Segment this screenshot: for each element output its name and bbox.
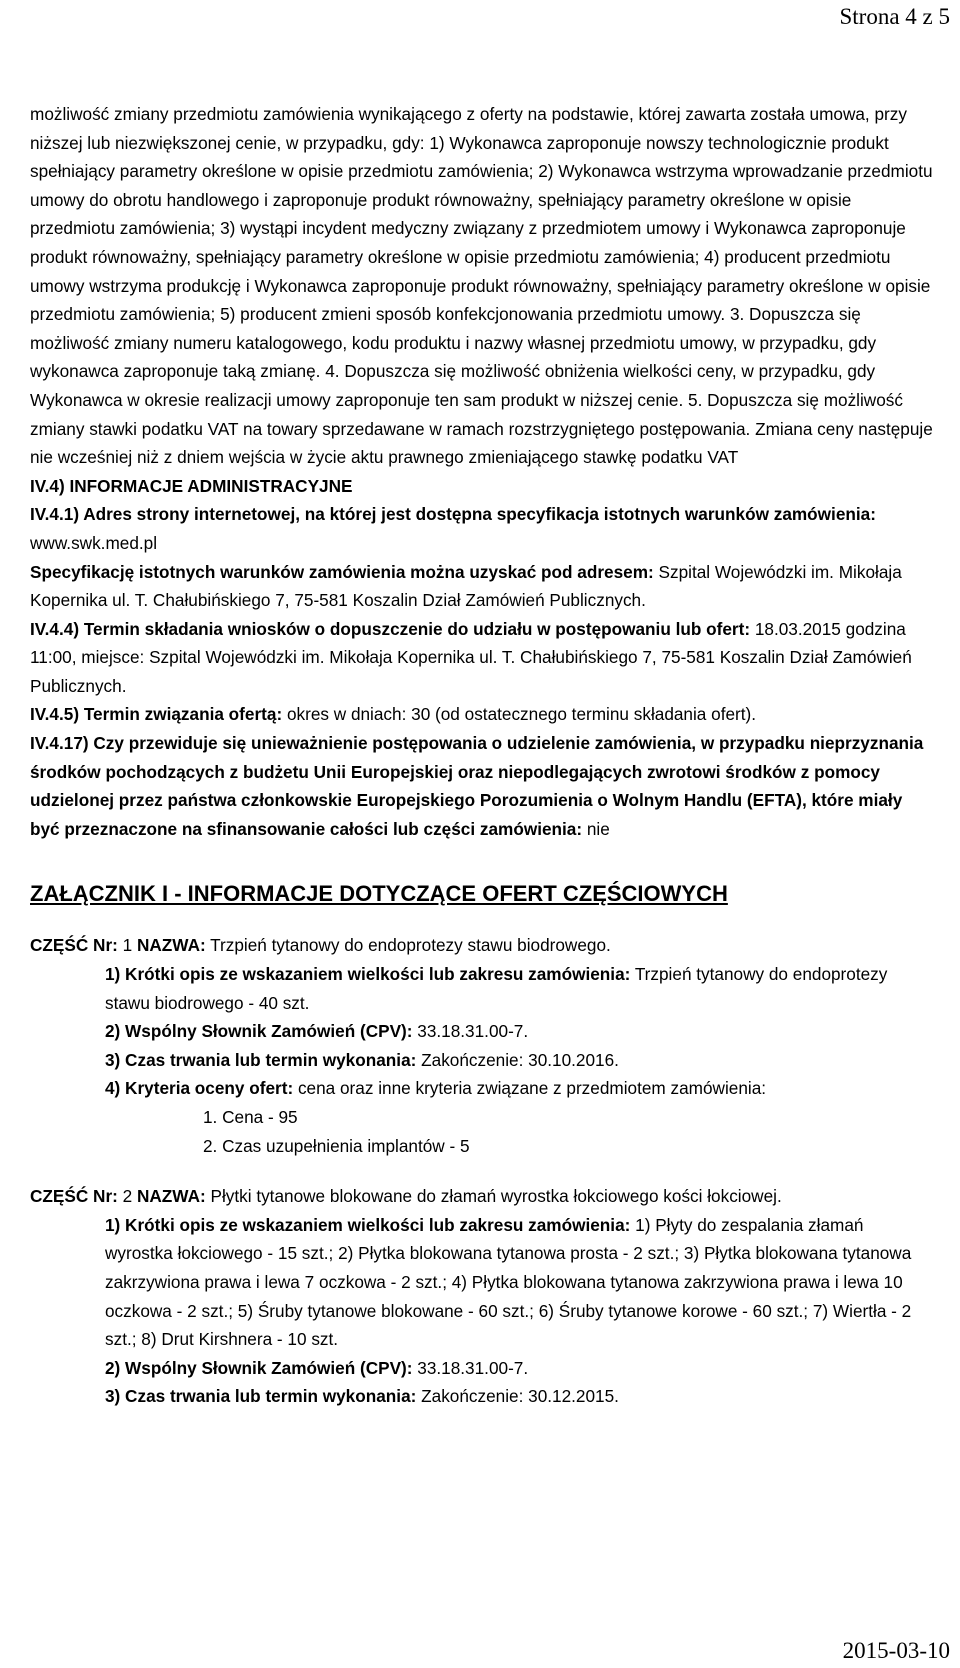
cancellation-info: IV.4.17) Czy przewiduje się unieważnienie postępowania o udzielenie zamówienia, w przypadku nieprzyznania środków pochodzących z budżetu Unii Europejskiej oraz niepodlegających zwrotowi środków z pomocy udzielonej przez państwa członkowskie Europejskiego Porozumienia o Wolnym Handlu (EFTA), które miały być przeznaczone na sfinansowanie całości lub części zamówienia: nie	[30, 733, 924, 839]
part-2-header: CZĘŚĆ Nr: 2 NAZWA: Płytki tytanowe blokowane do złamań wyrostka łokciowego kości łokciowej.	[30, 1186, 782, 1207]
part-1-term: 3) Czas trwania lub termin wykonania: Zakończenie: 30.10.2016.	[105, 1049, 619, 1070]
part-2-description: 1) Krótki opis ze wskazaniem wielkości lub zakresu zamówienia: 1) Płyty do zespalania złamań wyrostka łokciowego - 15 szt.; 2) Płytka blokowana tytanowa prosta - 2 szt.; 3) Płytka blokowana tytanowa zakrzywiona prawa i lewa 7 oczkowa - 2 szt.; 4) Płytka blokowana tytanowa zakrzywiona prawa i lewa 10 oczkowa - 2 szt.; 5) Śruby tytanowe blokowane - 60 szt.; 6) Śruby tytanowe korowe - 60 szt.; 7) Wiertła - 2 szt.; 8) Drut Kirshnera - 10 szt.	[105, 1214, 912, 1350]
page-number: Strona 4 z 5	[839, 4, 950, 29]
spec-address: Specyfikację istotnych warunków zamówienia można uzyskać pod adresem: Szpital Wojewódzki im. Mikołaja Kopernika ul. T. Chałubińskiego 7, 75-581 Koszalin Dział Zamówień Publicznych.	[30, 561, 902, 611]
part-2-cpv: 2) Wspólny Słownik Zamówień (CPV): 33.18.31.00-7.	[105, 1357, 529, 1378]
document-date: 2015-03-10	[842, 1638, 950, 1663]
website-info: IV.4.1) Adres strony internetowej, na której jest dostępna specyfikacja istotnych warunków zamówienia: www.swk.med.pl	[30, 504, 876, 553]
part-2-term: 3) Czas trwania lub termin wykonania: Zakończenie: 30.12.2015.	[105, 1386, 619, 1407]
part-1-cpv: 2) Wspólny Słownik Zamówień (CPV): 33.18.31.00-7.	[105, 1021, 529, 1042]
criterion-item: 2. Czas uzupełnienia implantów - 5	[203, 1135, 470, 1156]
binding-period: IV.4.5) Termin związania ofertą: okres w dniach: 30 (od ostatecznego terminu składania ofert).	[30, 704, 757, 725]
part-1-header: CZĘŚĆ Nr: 1 NAZWA: Trzpień tytanowy do endoprotezy stawu biodrowego.	[30, 935, 611, 956]
document-body	[30, 100, 935, 1411]
part-1-description: 1) Krótki opis ze wskazaniem wielkości lub zakresu zamówienia: Trzpień tytanowy do endoprotezy stawu biodrowego - 40 szt.	[105, 964, 888, 1013]
intro-paragraph: możliwość zmiany przedmiotu zamówienia wynikającego z oferty na podstawie, której zawarta została umowa, przy niższej lub niezwiększonej cenie, w przypadku, gdy: 1) Wykonawca zaproponuje nowszy technologicznie produkt spełniający parametry określone w opisie przedmiotu zamówienia; 2) Wykonawca wstrzyma wprowadzanie przedmiotu umowy do obrotu handlowego i zaproponuje produkt równoważny, spełniający parametry określone w opisie przedmiotu zamówienia; 3) wystąpi incydent medyczny związany z przedmiotem umowy i Wykonawca zaproponuje produkt równoważny, spełniający parametry określone w opisie przedmiotu zamówienia; 4) producent przedmiotu umowy wstrzyma produkcję i Wykonawca zaproponuje produkt równoważny, spełniający parametry określone w opisie przedmiotu zamówienia; 5) producent zmieni sposób konfekcjonowania przedmiotu umowy. 3. Dopuszcza się możliwość zmiany numeru katalogowego, kodu produktu i nazwy własnej przedmiotu umowy, w przypadku, gdy wykonawca zaproponuje taką zmianę. 4. Dopuszcza się możliwość obniżenia wielkości ceny, w przypadku, gdy Wykonawca w okresie realizacji umowy zaproponuje ten sam produkt w niższej cenie. 5. Dopuszcza się możliwość zmiany stawki podatku VAT na towary sprzedawane w ramach rozstrzygniętego postępowania. Zmiana ceny następuje nie wcześniej niż z dniem wejścia w życie aktu prawnego zmieniającego stawkę podatku VAT	[30, 104, 933, 468]
part-1-criteria: 4) Kryteria oceny ofert: cena oraz inne kryteria związane z przedmiotem zamówienia:	[105, 1078, 767, 1099]
submission-deadline: IV.4.4) Termin składania wniosków o dopuszczenie do udziału w postępowaniu lub ofert: 18.03.2015 godzina 11:00, miejsce: Szpital Wojewódzki im. Mikołaja Kopernika ul. T. Chałubińskiego 7, 75-581 Koszalin Dział Zamówień Publicznych.	[30, 618, 912, 696]
section-heading: IV.4) INFORMACJE ADMINISTRACYJNE	[30, 475, 353, 496]
criterion-item: 1. Cena - 95	[203, 1107, 298, 1127]
annex-title: ZAŁĄCZNIK I - INFORMACJE DOTYCZĄCE OFERT CZĘŚCIOWYCH	[30, 881, 728, 907]
